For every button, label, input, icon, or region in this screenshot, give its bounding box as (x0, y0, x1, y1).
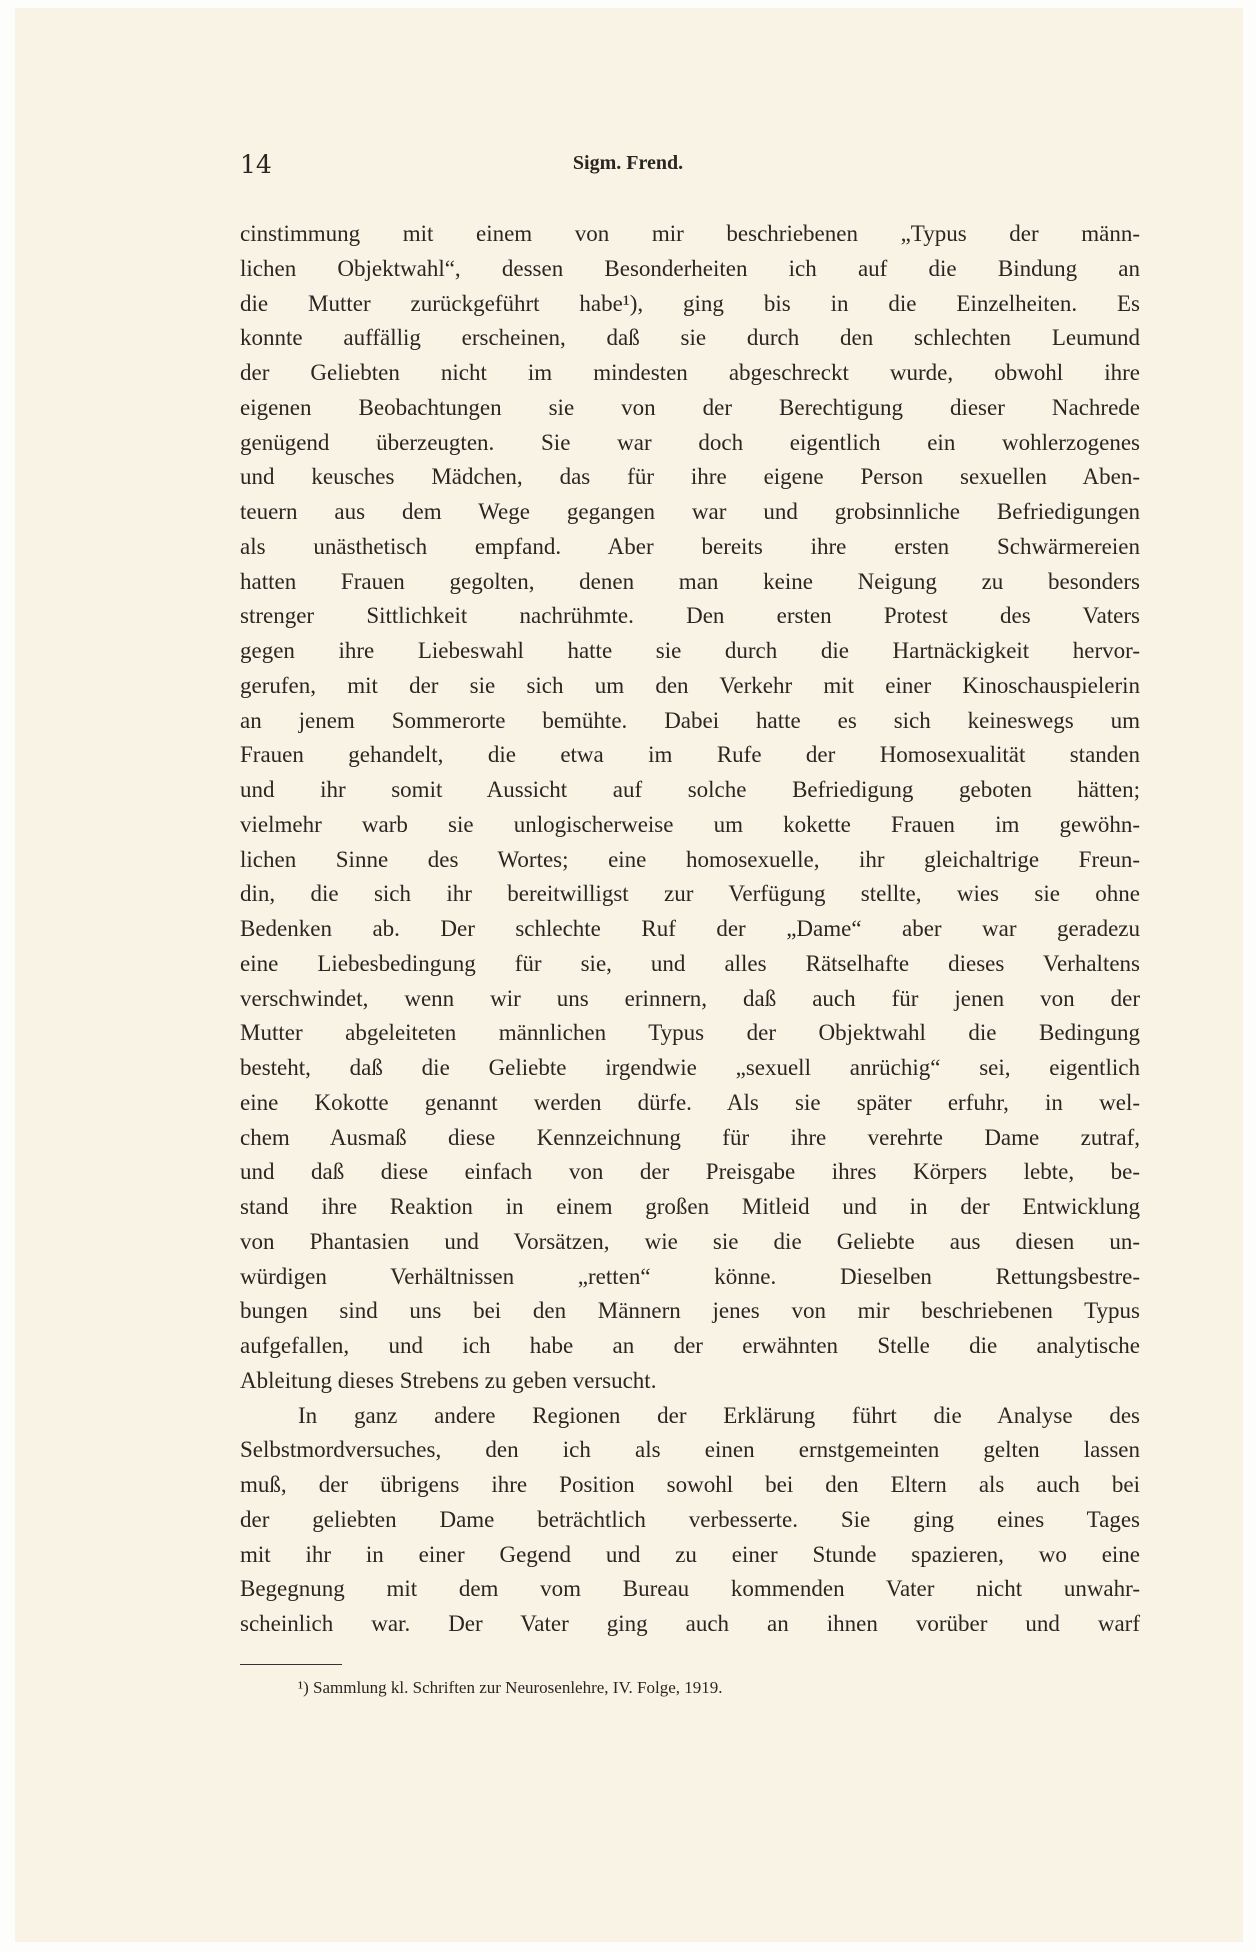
text-line: cinstimmung mit einem von mir beschriebenen „Typus der männ- (240, 221, 1140, 246)
text-line: eine Liebesbedingung für sie, und alles Rätselhafte dieses Verhaltens (240, 950, 1140, 976)
text-line: In ganz andere Regionen der Erklärung führt die Analyse des (298, 1402, 1140, 1428)
text-line: Selbstmordversuches, den ich als einen ernstgemeinten gelten lassen (240, 1437, 1140, 1463)
text-line: Frauen gehandelt, die etwa im Rufe der Homosexualität standen (240, 742, 1140, 768)
text-line: gegen ihre Liebeswahl hatte sie durch die Hartnäckigkeit hervor- (240, 638, 1140, 663)
text-line: der geliebten Dame beträchtlich verbesserte. Sie ging eines Tages (240, 1506, 1140, 1532)
text-line: und daß diese einfach von der Preisgabe ihres Körpers lebte, be- (240, 1159, 1140, 1185)
text-line: als unästhetisch empfand. Aber bereits ihre ersten Schwärmereien (240, 533, 1140, 559)
text-line: besteht, daß die Geliebte irgendwie „sexuell anrüchig“ sei, eigentlich (240, 1055, 1140, 1080)
body-text (240, 217, 1140, 1642)
page-number: 14 (240, 150, 272, 179)
text-line: konnte auffällig erscheinen, daß sie durch den schlechten Leumund (240, 325, 1140, 351)
text-line: und ihr somit Aussicht auf solche Befriedigung geboten hätten; (240, 777, 1140, 802)
text-line: lichen Objektwahl“, dessen Besonderheiten ich auf die Bindung an (240, 255, 1140, 281)
text-line: bungen sind uns bei den Männern jenes von mir beschriebenen Typus (240, 1298, 1140, 1324)
text-line: lichen Sinne des Wortes; eine homosexuelle, ihr gleichaltrige Freun- (240, 846, 1140, 872)
text-line: teuern aus dem Wege gegangen war und grobsinnliche Befriedigungen (240, 499, 1140, 524)
text-line: chem Ausmaß diese Kennzeichnung für ihre verehrte Dame zutraf, (240, 1124, 1140, 1150)
text-line: scheinlich war. Der Vater ging auch an ihnen vorüber und warf (240, 1611, 1140, 1636)
text-line: eigenen Beobachtungen sie von der Berechtigung dieser Nachrede (240, 394, 1140, 420)
text-line: strenger Sittlichkeit nachrühmte. Den ersten Protest des Vaters (240, 603, 1140, 629)
text-line: Begegnung mit dem vom Bureau kommenden Vater nicht unwahr- (240, 1576, 1140, 1602)
text-line: würdigen Verhältnissen „retten“ könne. Dieselben Rettungsbestre- (240, 1263, 1140, 1289)
text-line: hatten Frauen gegolten, denen man keine Neigung zu besonders (240, 568, 1140, 594)
text-line: vielmehr warb sie unlogischerweise um kokette Frauen im gewöhn- (240, 811, 1140, 837)
text-line: verschwindet, wenn wir uns erinnern, daß auch für jenen von der (240, 985, 1140, 1011)
text-line: gerufen, mit der sie sich um den Verkehr mit einer Kinoschauspielerin (240, 672, 1140, 698)
text-line: und keusches Mädchen, das für ihre eigene Person sexuellen Aben- (240, 464, 1140, 490)
text-line: Mutter abgeleiteten männlichen Typus der Objektwahl die Bedingung (240, 1020, 1140, 1046)
footnote-rule (240, 1664, 342, 1665)
text-line: muß, der übrigens ihre Position sowohl bei den Eltern als auch bei (240, 1472, 1140, 1497)
text-line: die Mutter zurückgeführt habe¹), ging bis in die Einzelheiten. Es (240, 290, 1140, 316)
text-line: genügend überzeugten. Sie war doch eigentlich ein wohlerzogenes (240, 429, 1140, 455)
text-line: mit ihr in einer Gegend und zu einer Stunde spazieren, wo eine (240, 1541, 1140, 1567)
text-line: der Geliebten nicht im mindesten abgeschreckt wurde, obwohl ihre (240, 360, 1140, 385)
text-line: stand ihre Reaktion in einem großen Mitleid und in der Entwicklung (240, 1194, 1140, 1219)
running-header: Sigm. Frend. (572, 152, 684, 174)
text-line: din, die sich ihr bereitwilligst zur Verfügung stellte, wies sie ohne (240, 881, 1140, 907)
text-line: Bedenken ab. Der schlechte Ruf der „Dame“ aber war geradezu (240, 916, 1140, 941)
text-line: aufgefallen, und ich habe an der erwähnten Stelle die analytische (240, 1333, 1140, 1358)
text-line: eine Kokotte genannt werden dürfe. Als sie später erfuhr, in wel- (240, 1089, 1140, 1115)
text-line: von Phantasien und Vorsätzen, wie sie die Geliebte aus diesen un- (240, 1228, 1140, 1254)
text-line: Ableitung dieses Strebens zu geben versucht. (240, 1367, 657, 1393)
text-line: an jenem Sommerorte bemühte. Dabei hatte es sich keineswegs um (240, 707, 1140, 733)
footnote: ¹) Sammlung kl. Schriften zur Neurosenlehre, IV. Folge, 1919. (298, 1678, 723, 1697)
